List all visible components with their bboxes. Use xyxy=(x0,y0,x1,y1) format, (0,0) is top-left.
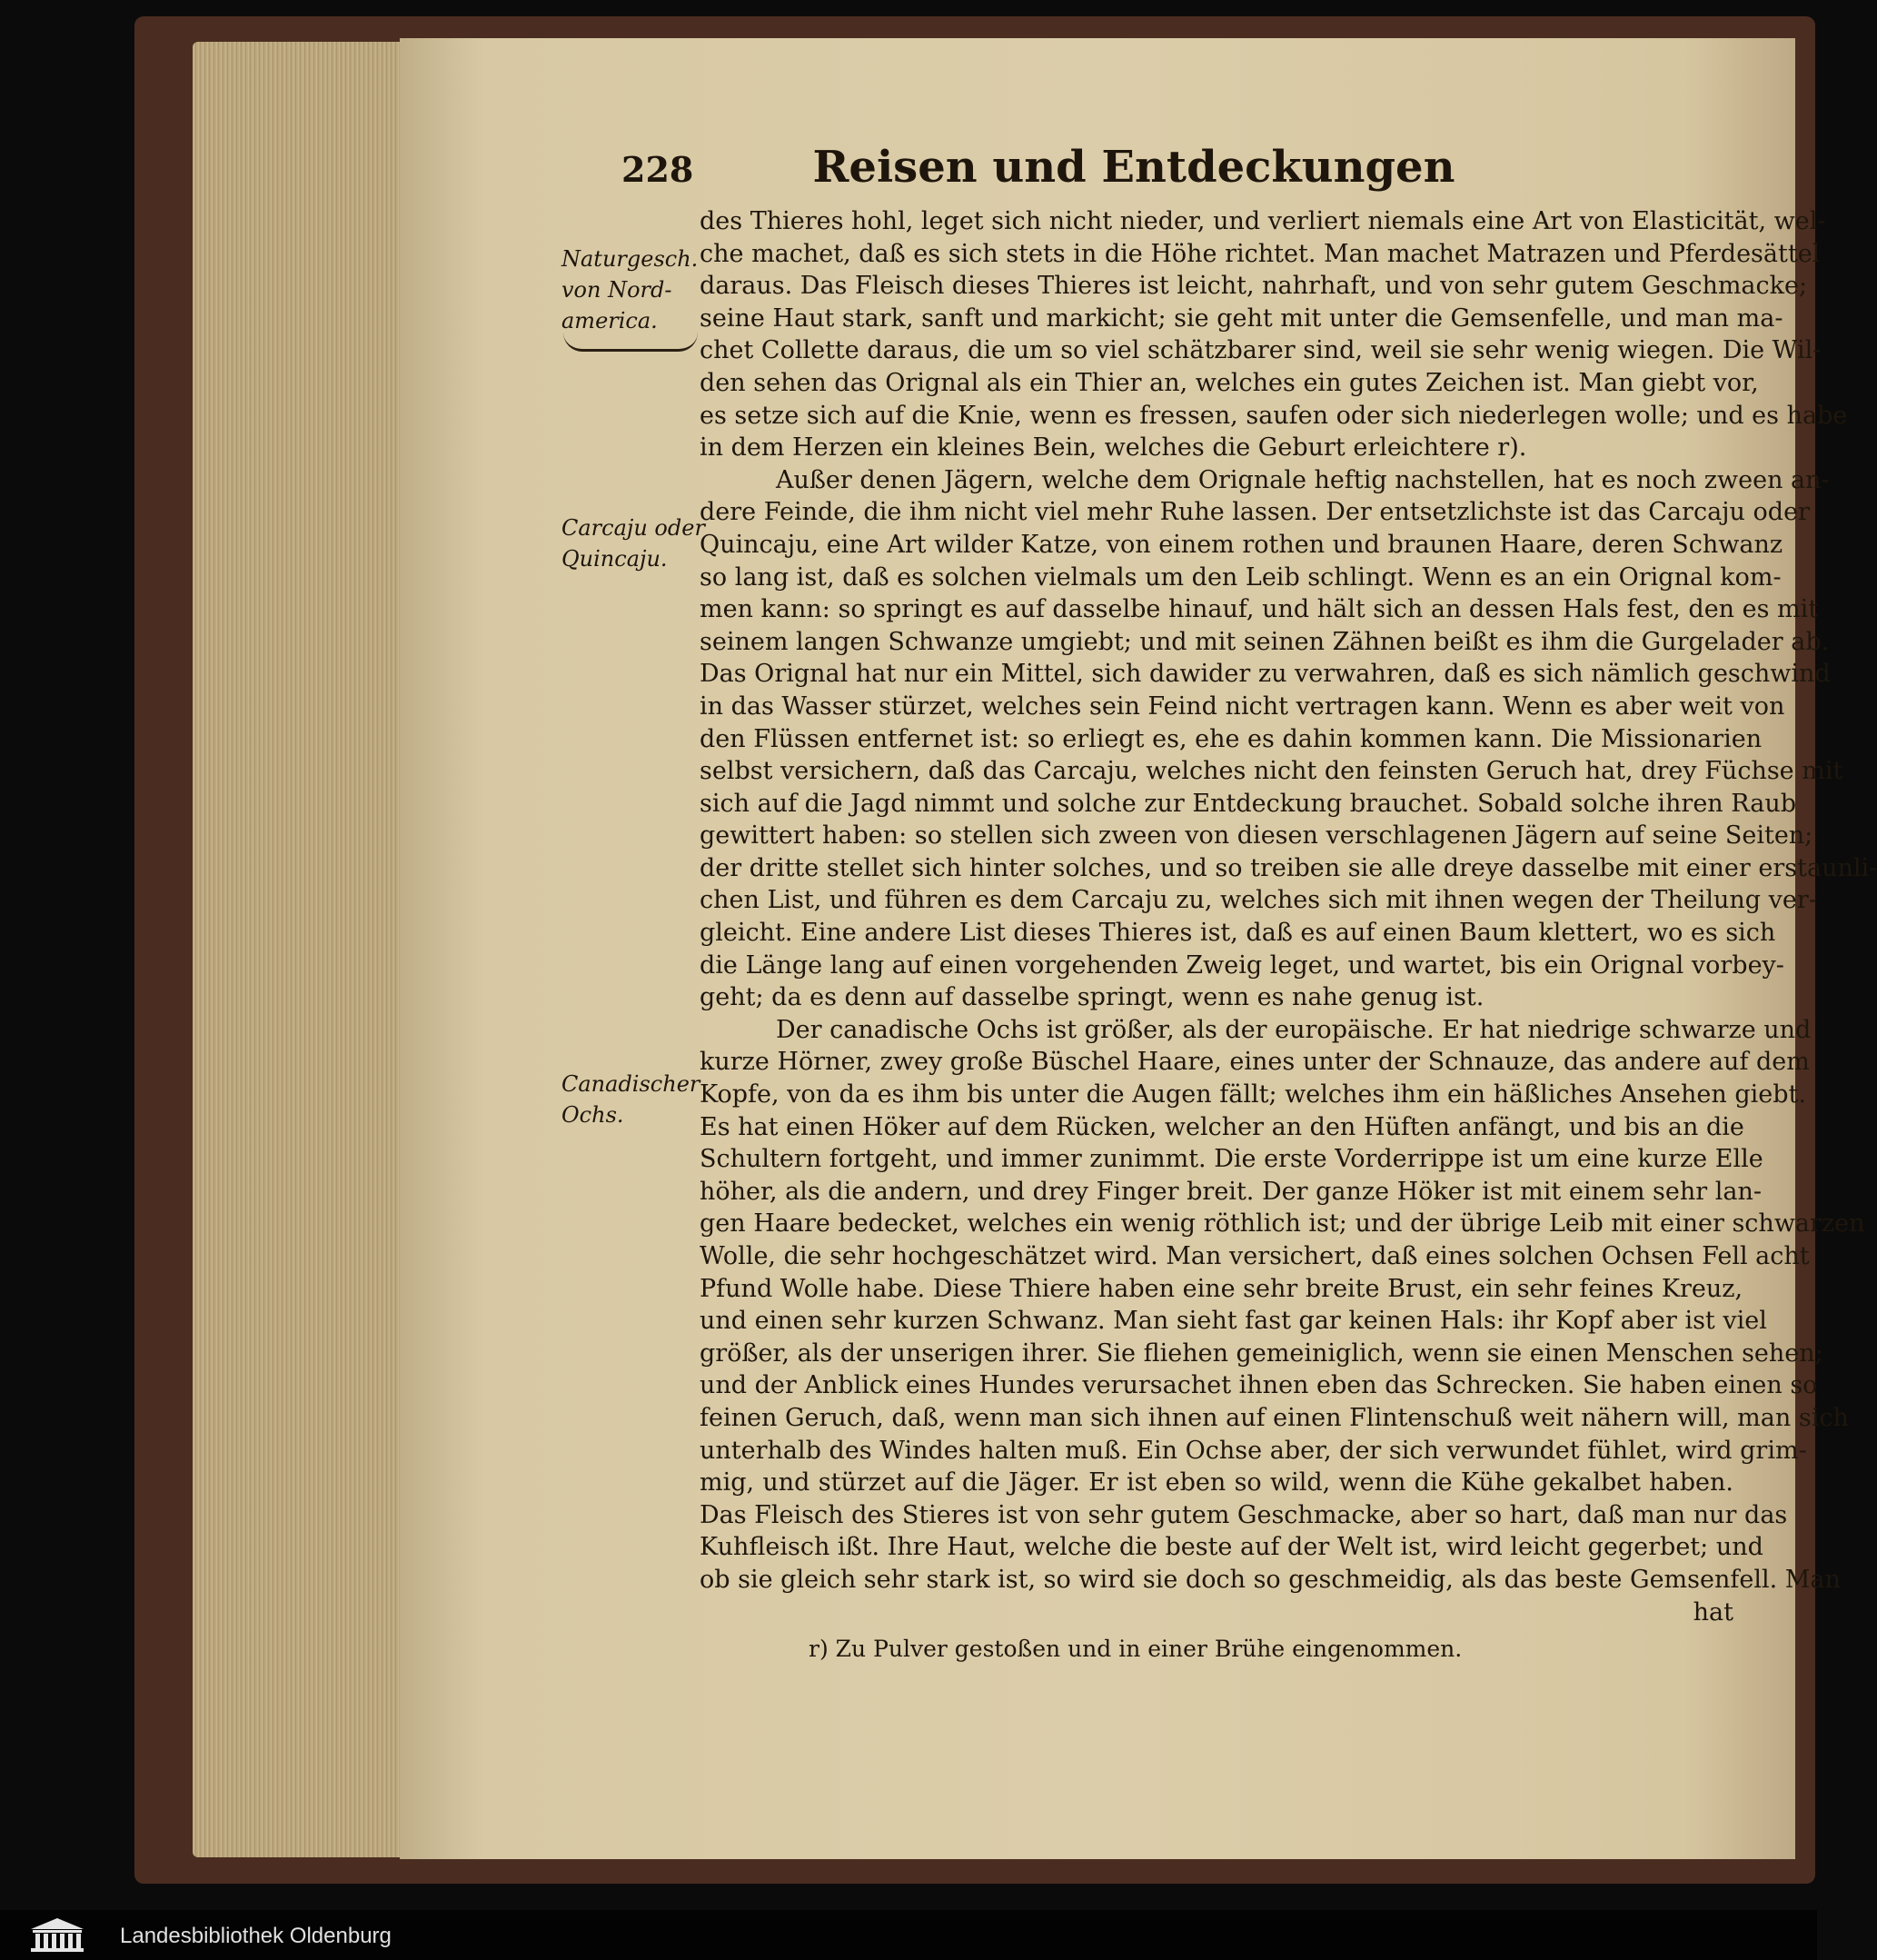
text-line: und einen sehr kurzen Schwanz. Man sieht fast gar keinen Hals: ihr Kopf aber ist viel xyxy=(700,1307,1767,1336)
marginal-brace xyxy=(563,333,698,352)
marginal-note-canadian-ox xyxy=(561,1069,707,1130)
text-line: in das Wasser stürzet, welches sein Feind nicht vertragen kann. Wenn es aber weit von xyxy=(700,691,1785,721)
marginal-line: Canadischer xyxy=(561,1071,700,1097)
marginal-line: america. xyxy=(561,308,658,333)
marginal-note-carcaju xyxy=(561,512,707,574)
text-line: feinen Geruch, daß, wenn man sich ihnen auf einen Flintenschuß weit nähern will, man sich xyxy=(700,1403,1849,1432)
text-line: den sehen das Orignal als ein Thier an, welches ein gutes Zeichen ist. Man giebt vor, xyxy=(700,368,1759,397)
text-line: Das Orignal hat nur ein Mittel, sich dawider zu verwahren, daß es sich nämlich geschwind xyxy=(700,660,1831,689)
text-line: che machet, daß es sich stets in die Höhe richtet. Man machet Matrazen und Pferdesättel xyxy=(700,239,1821,268)
text-line: seine Haut stark, sanft und markicht; sie geht mit unter die Gemsenfelle, und man ma- xyxy=(700,303,1783,333)
text-line: ob sie gleich sehr stark ist, so wird sie doch so geschmeidig, als das beste Gemsenfell. Man xyxy=(700,1565,1841,1594)
paragraph-canadian-ox xyxy=(700,1014,1865,1597)
text-line: chen List, und führen es dem Carcaju zu, welches sich mit ihnen wegen der Theilung ver- xyxy=(700,886,1817,915)
running-title: Reisen und Entdeckungen xyxy=(812,142,1455,193)
text-line: gleicht. Eine andere List dieses Thieres ist, daß es auf einen Baum klettert, wo es sich xyxy=(700,919,1776,948)
marginal-line: Carcaju oder xyxy=(561,515,705,541)
page-number: 228 xyxy=(621,149,694,190)
text-line: Schultern fortgeht, und immer zunimmt. Die erste Vorderrippe ist um eine kurze Elle xyxy=(700,1145,1763,1174)
text-line: des Thieres hohl, leget sich nicht nieder, und verliert niemals eine Art von Elasticität, wel- xyxy=(700,207,1826,235)
text-line: den Flüssen entfernet ist: so erliegt es, ehe es dahin kommen kann. Die Missionarien xyxy=(700,724,1763,753)
text-line: größer, als der unserigen ihrer. Sie fliehen gemeiniglich, wenn sie einen Menschen sehen; xyxy=(700,1338,1823,1368)
text-line: geht; da es denn auf dasselbe springt, wenn es nahe genug ist. xyxy=(700,983,1485,1012)
text-line: unterhalb des Windes halten muß. Ein Ochse aber, der sich verwundet fühlet, wird grim- xyxy=(700,1436,1807,1465)
running-head xyxy=(400,142,1795,205)
text-line: und der Anblick eines Hundes verursachet ihnen eben das Schrecken. Sie haben einen so xyxy=(700,1371,1818,1400)
marginal-line: von Nord- xyxy=(561,277,672,303)
text-line: kurze Hörner, zwey große Büschel Haare, eines unter der Schnauze, das andere auf dem xyxy=(700,1048,1810,1077)
text-line: Außer denen Jägern, welche dem Orignale heftig nachstellen, hat es noch zween an- xyxy=(776,465,1830,494)
body-text xyxy=(700,205,1877,1628)
library-building-icon xyxy=(27,1916,87,1953)
page-edges xyxy=(193,42,402,1857)
text-line: in dem Herzen ein kleines Bein, welches die Geburt erleichtere r). xyxy=(700,433,1527,463)
text-line: daraus. Das Fleisch dieses Thieres ist leicht, nahrhaft, und von sehr gutem Geschmacke; xyxy=(700,272,1808,301)
text-line: Wolle, die sehr hochgeschätzet wird. Man versichert, daß eines solchen Ochsen Fell acht xyxy=(700,1242,1810,1270)
marginal-line: Naturgesch. xyxy=(561,246,699,272)
marginal-line: Ochs. xyxy=(561,1102,624,1128)
text-line: Der canadische Ochs ist größer, als der europäische. Er hat niedrige schwarze und xyxy=(776,1015,1812,1044)
text-line: gewittert haben: so stellen sich zween von diesen verschlagenen Jägern auf seine Seiten; xyxy=(700,821,1813,851)
text-line: seinem langen Schwanze umgiebt; und mit seinen Zähnen beißt es ihm die Gurgelader ab. xyxy=(700,627,1830,656)
text-line: Kuhfleisch ißt. Ihre Haut, welche die beste auf der Welt ist, wird leicht gegerbet; und xyxy=(700,1533,1763,1562)
text-line: höher, als die andern, und drey Finger breit. Der ganze Höker ist mit einem sehr lan- xyxy=(700,1177,1762,1206)
paragraph-orignal xyxy=(700,205,1848,464)
text-line: gen Haare bedecket, welches ein wenig röthlich ist; und der übrige Leib mit einer schwarzen xyxy=(700,1209,1865,1239)
text-line: mig, und stürzet auf die Jäger. Er ist eben so wild, wenn die Kühe gekalbet haben. xyxy=(700,1468,1733,1497)
text-line: Kopfe, von da es ihm bis unter die Augen fällt; welches ihm ein häßliches Ansehen giebt. xyxy=(700,1080,1806,1109)
marginal-line: Quincaju. xyxy=(561,546,668,572)
text-line: Das Fleisch des Stieres ist von sehr gutem Geschmacke, aber so hart, daß man nur das xyxy=(700,1500,1788,1529)
text-line: Es hat einen Höker auf dem Rücken, welcher an den Hüften anfängt, und bis an die xyxy=(700,1112,1744,1141)
paragraph-carcaju xyxy=(700,464,1877,1014)
text-line: selbst versichern, daß das Carcaju, welches nicht den feinsten Geruch hat, drey Füchse mit xyxy=(700,757,1843,786)
marginal-note-natural-history xyxy=(561,244,707,336)
library-name: Landesbibliothek Oldenburg xyxy=(120,1924,392,1948)
text-line: so lang ist, daß es solchen vielmals um den Leib schlingt. Wenn es an ein Orignal kom- xyxy=(700,562,1782,592)
book-page xyxy=(400,38,1877,1859)
catchword: hat xyxy=(1693,1597,1733,1627)
text-line: der dritte stellet sich hinter solches, und so treiben sie alle dreye dasselbe mit einer erstaunli- xyxy=(700,853,1877,882)
text-line: chet Collette daraus, die um so viel schätzbarer sind, weil sie sehr wenig wiegen. Die Wil- xyxy=(700,336,1822,365)
text-line: Quincaju, eine Art wilder Katze, von einem rothen und braunen Haare, deren Schwanz xyxy=(700,530,1783,559)
text-line: Pfund Wolle habe. Diese Thiere haben eine sehr breite Brust, ein sehr feines Kreuz, xyxy=(700,1274,1743,1303)
text-line: men kann: so springt es auf dasselbe hinauf, und hält sich an dessen Hals fest, den es mit xyxy=(700,595,1819,624)
text-line: dere Feinde, die ihm nicht viel mehr Ruhe lassen. Der entsetzlichste ist das Carcaju oder xyxy=(700,498,1810,527)
library-footer-bar xyxy=(0,1910,1817,1960)
text-line: sich auf die Jagd nimmt und solche zur Entdeckung brauchet. Sobald solche ihren Raub xyxy=(700,789,1796,818)
footnote: r) Zu Pulver gestoßen und in einer Brühe eingenommen. xyxy=(809,1636,1463,1662)
text-line: es setze sich auf die Knie, wenn es fressen, saufen oder sich niederlegen wolle; und es habe xyxy=(700,401,1848,430)
text-line: die Länge lang auf einen vorgehenden Zweig leget, und wartet, bis ein Orignal vorbey- xyxy=(700,950,1784,980)
